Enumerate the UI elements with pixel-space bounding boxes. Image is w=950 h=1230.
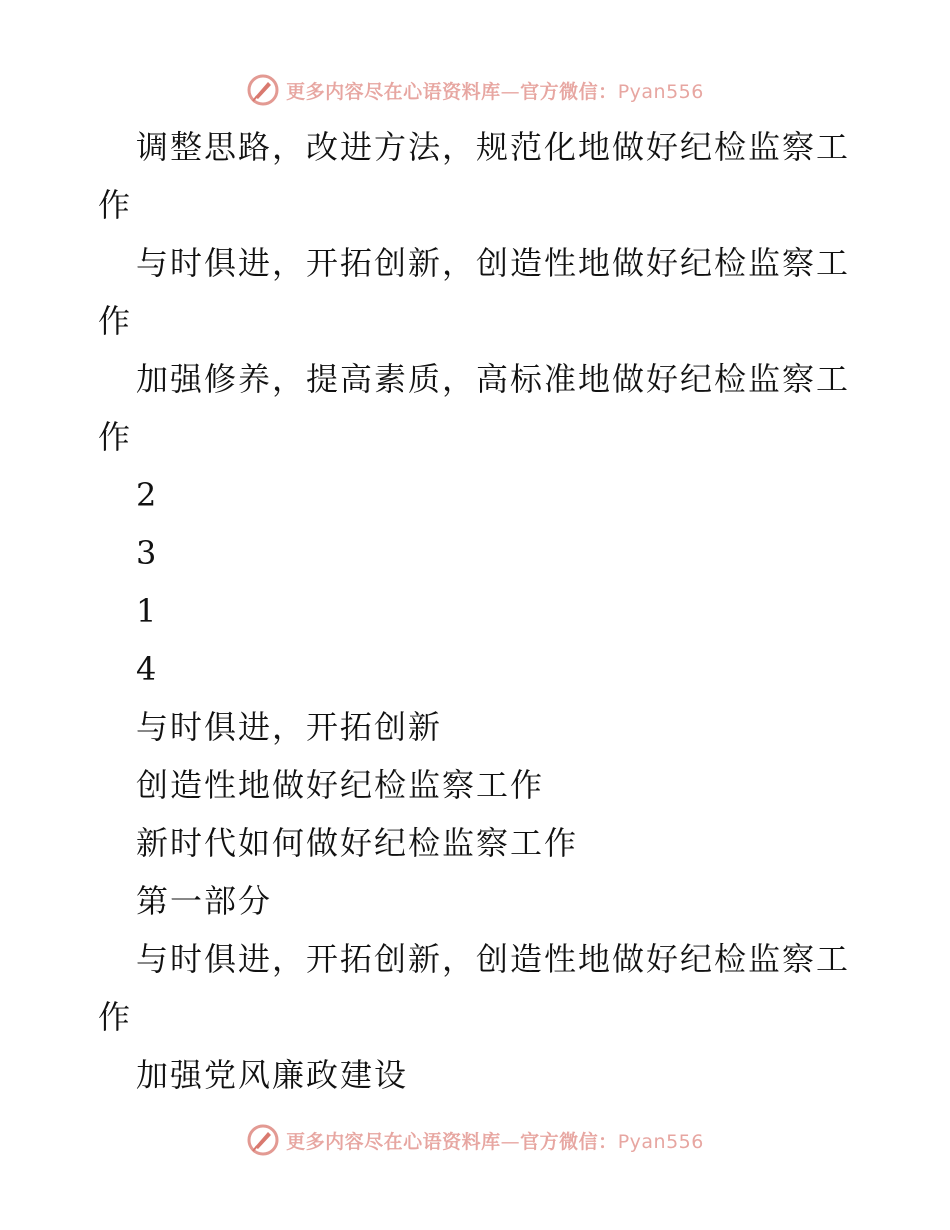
watermark-text: 更多内容尽在心语资料库—官方微信：Pyan556: [286, 80, 704, 103]
paragraph: 加强修养，提高素质，高标准地做好纪检监察工作: [98, 360, 851, 456]
watermark-text: 更多内容尽在心语资料库—官方微信：Pyan556: [286, 1130, 704, 1153]
list-number: 3: [136, 534, 159, 572]
paragraph: 与时俱进，开拓创新: [136, 708, 443, 746]
list-number: 2: [136, 476, 159, 514]
quill-pen-logo-icon: [246, 1123, 280, 1157]
section-heading: 第一部分: [136, 882, 273, 920]
footer-watermark: [0, 1122, 950, 1158]
list-number: 1: [136, 592, 159, 630]
paragraph: 与时俱进，开拓创新，创造性地做好纪检监察工作: [98, 940, 851, 1036]
header-watermark: [0, 72, 950, 108]
quill-pen-logo-icon: [246, 73, 280, 107]
paragraph: 与时俱进，开拓创新，创造性地做好纪检监察工作: [98, 244, 851, 340]
paragraph: 加强党风廉政建设: [136, 1056, 409, 1094]
paragraph: 调整思路，改进方法，规范化地做好纪检监察工作: [98, 128, 851, 224]
document-body: [98, 118, 858, 1104]
list-number: 4: [136, 650, 159, 688]
paragraph: 新时代如何做好纪检监察工作: [136, 824, 579, 862]
paragraph: 创造性地做好纪检监察工作: [136, 766, 545, 804]
